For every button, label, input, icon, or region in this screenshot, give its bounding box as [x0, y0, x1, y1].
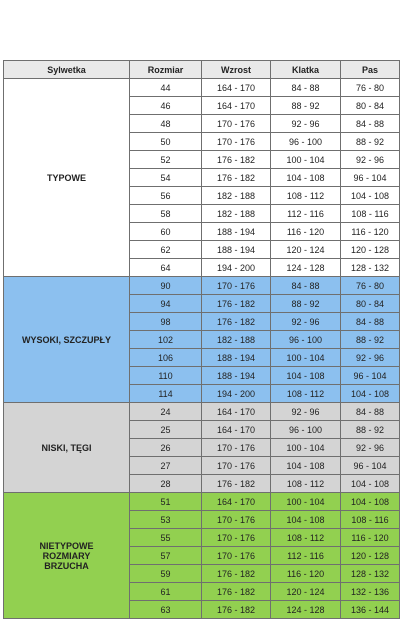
cell-klatka: 100 - 104: [271, 349, 341, 367]
cell-rozmiar: 60: [130, 223, 202, 241]
cell-rozmiar: 25: [130, 421, 202, 439]
cell-klatka: 124 - 128: [271, 601, 341, 619]
table-row: [4, 79, 400, 97]
cell-pas: 108 - 116: [341, 205, 400, 223]
group-label-typowe: TYPOWE: [4, 79, 130, 277]
group-label-line: BRZUCHA: [44, 560, 89, 571]
cell-rozmiar: 102: [130, 331, 202, 349]
header-wzrost: Wzrost: [202, 61, 271, 79]
cell-rozmiar: 28: [130, 475, 202, 493]
cell-klatka: 116 - 120: [271, 565, 341, 583]
cell-klatka: 108 - 112: [271, 475, 341, 493]
cell-wzrost: 176 - 182: [202, 151, 271, 169]
cell-wzrost: 176 - 182: [202, 313, 271, 331]
cell-pas: 92 - 96: [341, 439, 400, 457]
cell-rozmiar: 24: [130, 403, 202, 421]
cell-pas: 120 - 128: [341, 241, 400, 259]
group-label-niski: NISKI, TĘGI: [4, 403, 130, 493]
cell-pas: 132 - 136: [341, 583, 400, 601]
cell-rozmiar: 54: [130, 169, 202, 187]
cell-wzrost: 170 - 176: [202, 457, 271, 475]
cell-rozmiar: 52: [130, 151, 202, 169]
cell-wzrost: 188 - 194: [202, 367, 271, 385]
cell-wzrost: 170 - 176: [202, 529, 271, 547]
cell-klatka: 84 - 88: [271, 277, 341, 295]
cell-rozmiar: 44: [130, 79, 202, 97]
cell-wzrost: 176 - 182: [202, 583, 271, 601]
cell-rozmiar: 56: [130, 187, 202, 205]
cell-rozmiar: 48: [130, 115, 202, 133]
cell-wzrost: 182 - 188: [202, 205, 271, 223]
cell-rozmiar: 106: [130, 349, 202, 367]
cell-pas: 84 - 88: [341, 403, 400, 421]
cell-pas: 108 - 116: [341, 511, 400, 529]
cell-klatka: 120 - 124: [271, 241, 341, 259]
group-label-wysoki: WYSOKI, SZCZUPŁY: [4, 277, 130, 403]
cell-pas: 76 - 80: [341, 277, 400, 295]
cell-rozmiar: 98: [130, 313, 202, 331]
cell-wzrost: 176 - 182: [202, 565, 271, 583]
cell-klatka: 96 - 100: [271, 133, 341, 151]
cell-pas: 104 - 108: [341, 385, 400, 403]
group-label-line: ROZMIARY: [42, 550, 91, 561]
cell-klatka: 100 - 104: [271, 493, 341, 511]
cell-pas: 92 - 96: [341, 349, 400, 367]
cell-klatka: 124 - 128: [271, 259, 341, 277]
cell-rozmiar: 59: [130, 565, 202, 583]
cell-rozmiar: 94: [130, 295, 202, 313]
cell-pas: 116 - 120: [341, 529, 400, 547]
cell-rozmiar: 63: [130, 601, 202, 619]
cell-rozmiar: 110: [130, 367, 202, 385]
cell-pas: 104 - 108: [341, 493, 400, 511]
cell-klatka: 120 - 124: [271, 583, 341, 601]
cell-rozmiar: 61: [130, 583, 202, 601]
size-chart-table: [3, 60, 400, 619]
cell-wzrost: 170 - 176: [202, 439, 271, 457]
cell-pas: 116 - 120: [341, 223, 400, 241]
cell-pas: 88 - 92: [341, 421, 400, 439]
cell-pas: 104 - 108: [341, 187, 400, 205]
cell-wzrost: 164 - 170: [202, 97, 271, 115]
cell-wzrost: 170 - 176: [202, 511, 271, 529]
cell-pas: 96 - 104: [341, 367, 400, 385]
cell-klatka: 96 - 100: [271, 331, 341, 349]
cell-wzrost: 176 - 182: [202, 169, 271, 187]
cell-pas: 92 - 96: [341, 151, 400, 169]
cell-pas: 96 - 104: [341, 169, 400, 187]
cell-klatka: 100 - 104: [271, 151, 341, 169]
cell-wzrost: 182 - 188: [202, 331, 271, 349]
cell-pas: 84 - 88: [341, 313, 400, 331]
cell-wzrost: 164 - 170: [202, 79, 271, 97]
cell-wzrost: 170 - 176: [202, 547, 271, 565]
cell-rozmiar: 55: [130, 529, 202, 547]
cell-wzrost: 170 - 176: [202, 277, 271, 295]
cell-rozmiar: 51: [130, 493, 202, 511]
table-row: [4, 277, 400, 295]
cell-klatka: 96 - 100: [271, 421, 341, 439]
header-klatka: Klatka: [271, 61, 341, 79]
cell-wzrost: 164 - 170: [202, 403, 271, 421]
cell-wzrost: 188 - 194: [202, 349, 271, 367]
cell-wzrost: 194 - 200: [202, 385, 271, 403]
cell-rozmiar: 114: [130, 385, 202, 403]
cell-rozmiar: 46: [130, 97, 202, 115]
cell-wzrost: 182 - 188: [202, 187, 271, 205]
cell-pas: 128 - 132: [341, 565, 400, 583]
cell-pas: 76 - 80: [341, 79, 400, 97]
cell-klatka: 104 - 108: [271, 457, 341, 475]
cell-pas: 136 - 144: [341, 601, 400, 619]
cell-wzrost: 176 - 182: [202, 295, 271, 313]
cell-rozmiar: 27: [130, 457, 202, 475]
cell-wzrost: 164 - 170: [202, 493, 271, 511]
cell-klatka: 104 - 108: [271, 511, 341, 529]
cell-wzrost: 170 - 176: [202, 133, 271, 151]
group-label-nietypowe: [4, 493, 130, 619]
cell-wzrost: 188 - 194: [202, 223, 271, 241]
table-row: [4, 403, 400, 421]
cell-klatka: 84 - 88: [271, 79, 341, 97]
cell-rozmiar: 58: [130, 205, 202, 223]
header-sylwetka: Sylwetka: [4, 61, 130, 79]
cell-rozmiar: 50: [130, 133, 202, 151]
cell-pas: 84 - 88: [341, 115, 400, 133]
cell-klatka: 104 - 108: [271, 367, 341, 385]
cell-klatka: 116 - 120: [271, 223, 341, 241]
cell-klatka: 100 - 104: [271, 439, 341, 457]
header-row: [4, 61, 400, 79]
cell-rozmiar: 62: [130, 241, 202, 259]
cell-klatka: 108 - 112: [271, 187, 341, 205]
cell-klatka: 108 - 112: [271, 529, 341, 547]
cell-wzrost: 164 - 170: [202, 421, 271, 439]
cell-pas: 96 - 104: [341, 457, 400, 475]
cell-rozmiar: 53: [130, 511, 202, 529]
cell-klatka: 92 - 96: [271, 115, 341, 133]
cell-klatka: 112 - 116: [271, 205, 341, 223]
cell-pas: 128 - 132: [341, 259, 400, 277]
cell-rozmiar: 26: [130, 439, 202, 457]
cell-klatka: 88 - 92: [271, 97, 341, 115]
header-rozmiar: Rozmiar: [130, 61, 202, 79]
cell-pas: 80 - 84: [341, 97, 400, 115]
cell-pas: 80 - 84: [341, 295, 400, 313]
group-label-line: NIETYPOWE: [39, 540, 94, 551]
cell-wzrost: 188 - 194: [202, 241, 271, 259]
cell-klatka: 92 - 96: [271, 313, 341, 331]
cell-klatka: 112 - 116: [271, 547, 341, 565]
cell-pas: 104 - 108: [341, 475, 400, 493]
cell-rozmiar: 57: [130, 547, 202, 565]
cell-klatka: 88 - 92: [271, 295, 341, 313]
table-header: [4, 61, 400, 79]
cell-pas: 88 - 92: [341, 133, 400, 151]
cell-rozmiar: 64: [130, 259, 202, 277]
cell-wzrost: 176 - 182: [202, 475, 271, 493]
cell-wzrost: 176 - 182: [202, 601, 271, 619]
table-row: [4, 493, 400, 511]
cell-klatka: 92 - 96: [271, 403, 341, 421]
header-pas: Pas: [341, 61, 400, 79]
cell-pas: 120 - 128: [341, 547, 400, 565]
cell-klatka: 104 - 108: [271, 169, 341, 187]
cell-rozmiar: 90: [130, 277, 202, 295]
cell-klatka: 108 - 112: [271, 385, 341, 403]
cell-wzrost: 194 - 200: [202, 259, 271, 277]
cell-wzrost: 170 - 176: [202, 115, 271, 133]
table-body: [4, 79, 400, 619]
cell-pas: 88 - 92: [341, 331, 400, 349]
